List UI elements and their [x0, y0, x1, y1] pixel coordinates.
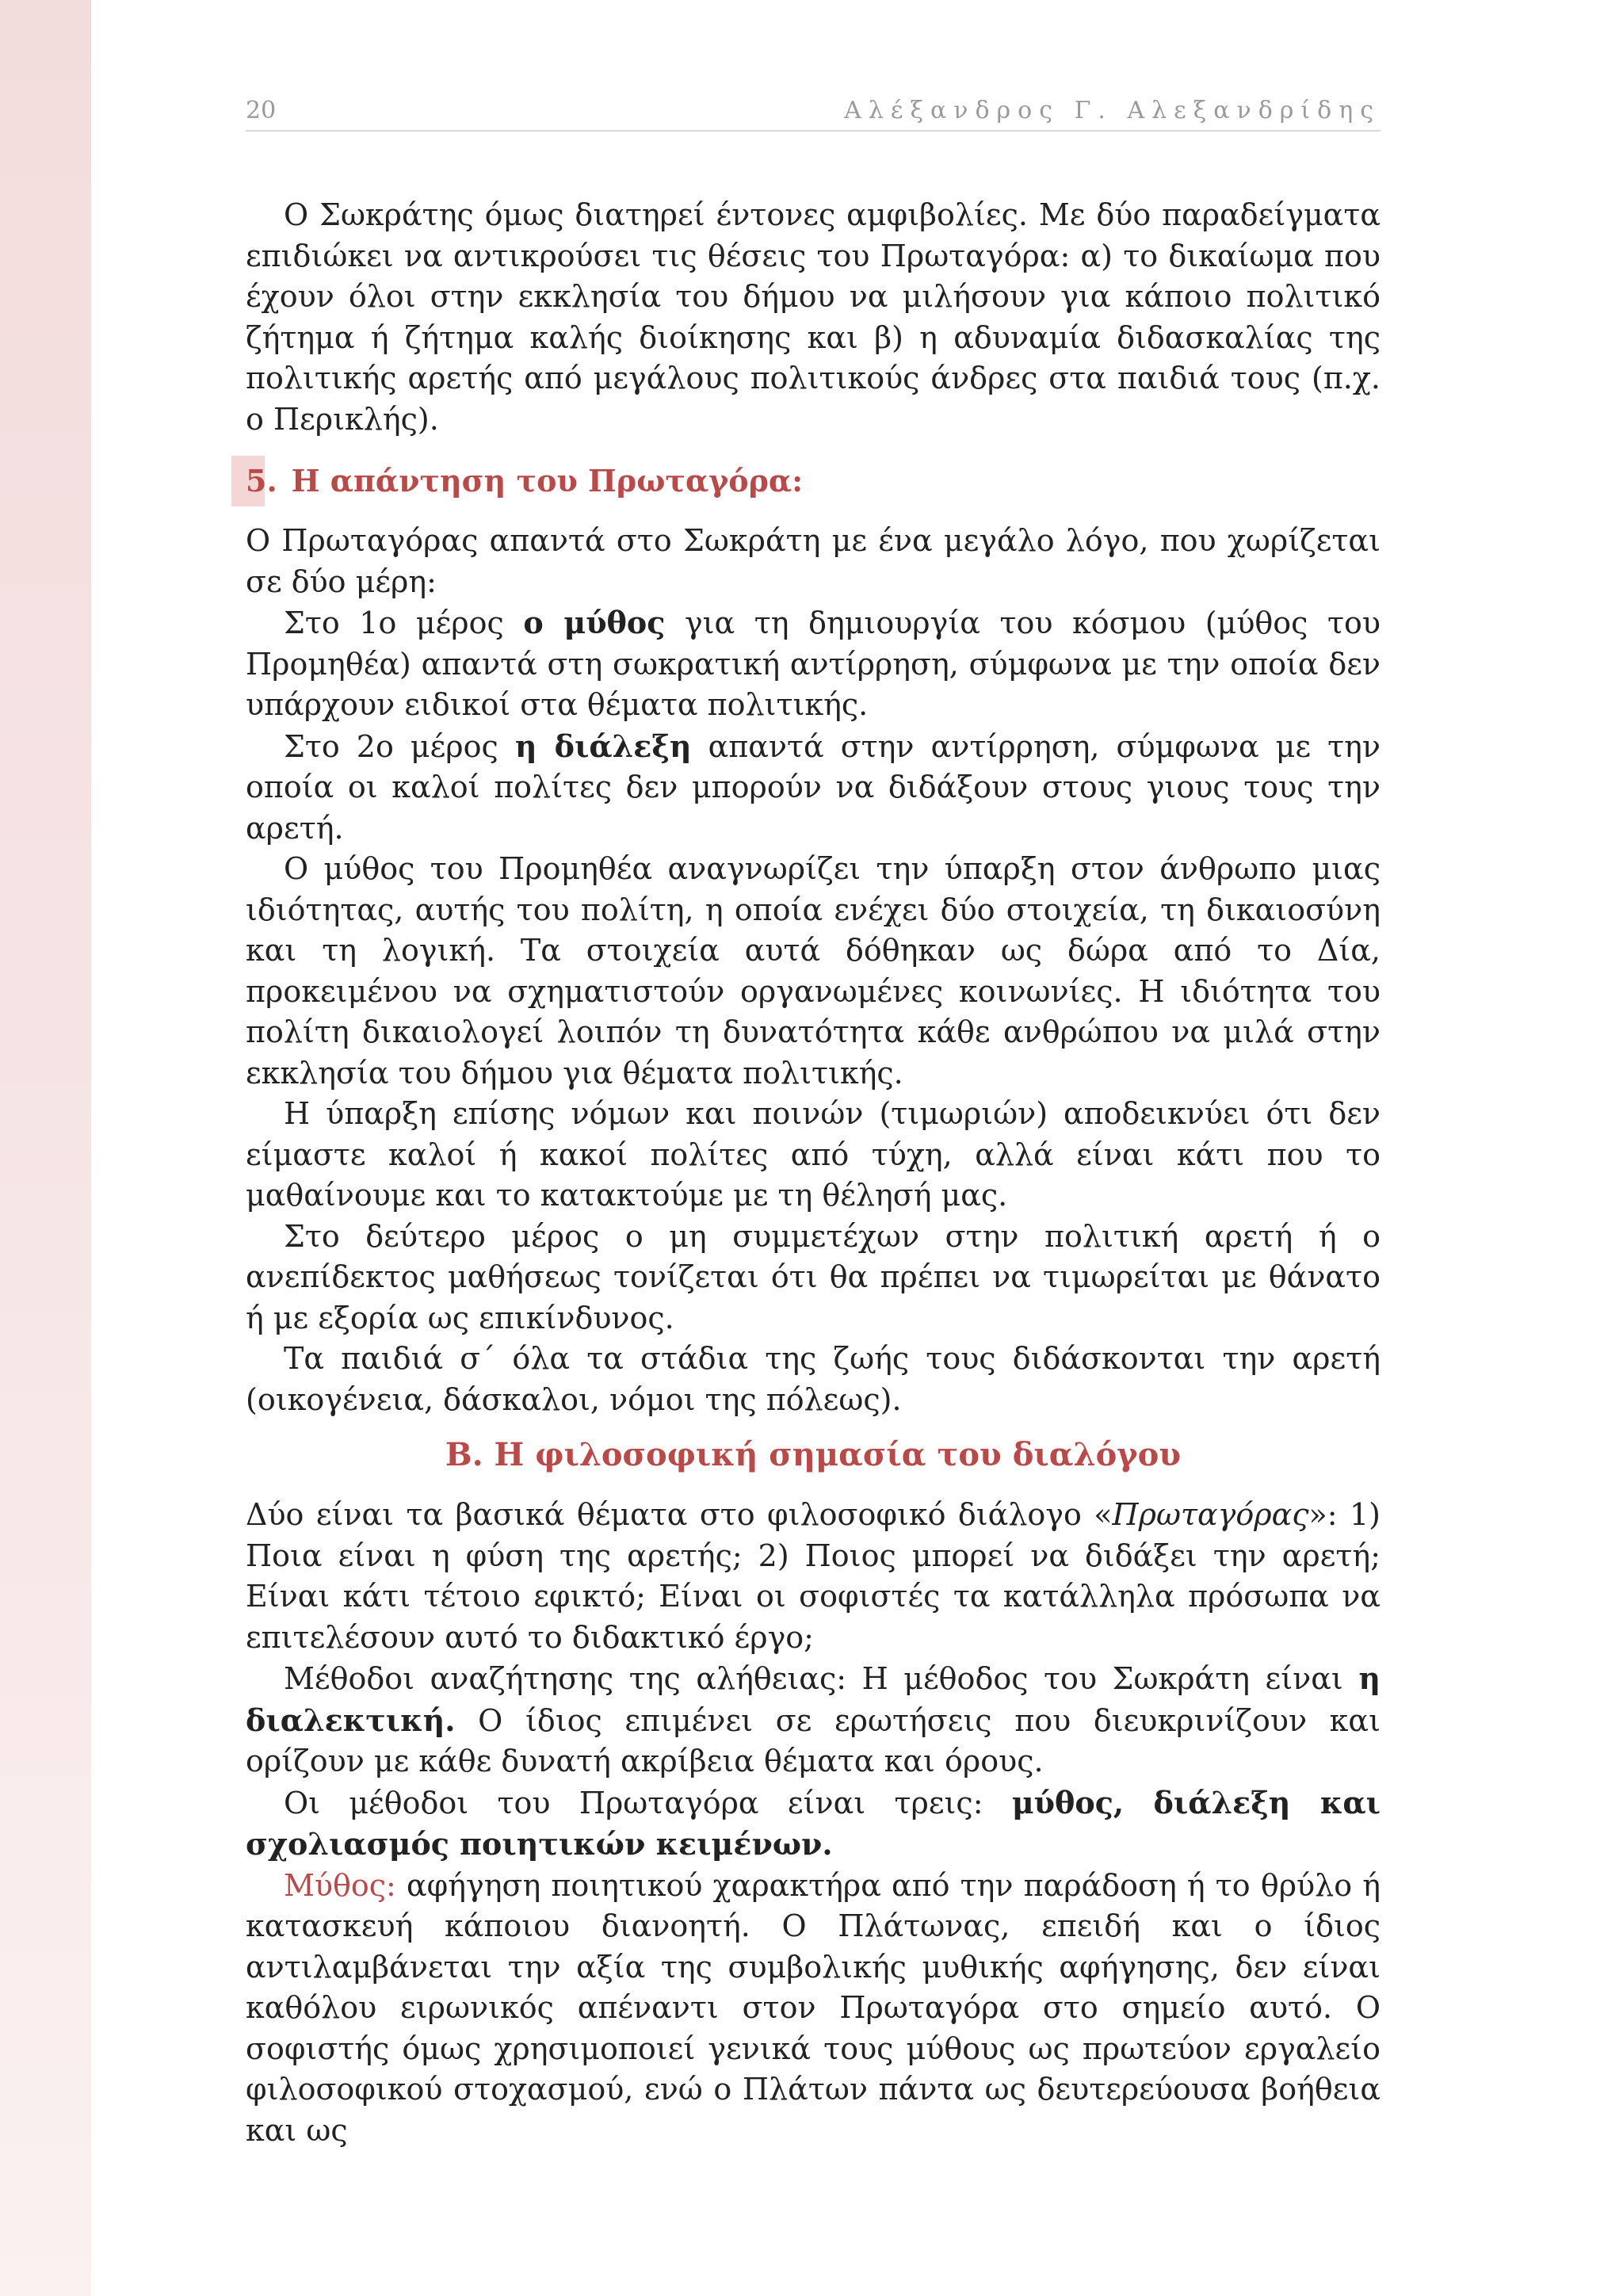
bold-term-dialectic: η διαλεκτική. — [246, 1660, 1381, 1738]
running-title: Αλέξανδρος Γ. Αλεξανδρίδης — [844, 97, 1381, 124]
keyword-label: Μύθος: — [284, 1867, 396, 1903]
section-b-paragraph-4 — [246, 1866, 1381, 2152]
section-number: 5. — [246, 463, 277, 499]
intro-paragraph: Ο Σωκράτης όμως διατηρεί έντονες αμφιβολίες. Με δύο παραδείγματα επιδιώκει να αντικρούσει τις θέσεις του Πρωταγόρα: α) το δικαίωμα που έχουν όλοι στην εκκλησία του δήμου να μιλήσουν για κάποιο πολιτικό ζήτημα ή ζήτημα καλής διοίκησης και β) η αδυναμία διδασκαλίας της πολιτικής αρετής από μεγάλους πολιτικούς άνδρες στα παιδιά τους (π.χ. ο Περικλής). — [246, 197, 1381, 437]
text-run: αφήγηση ποιητικού χαρακτήρα από την παράδοση ή το θρύλο ή κατασκευή κάποιου διανοητή. Ο Πλάτωνας, επειδή και ο ίδιος αντιλαμβάνεται την αξία της συμβολικής μυθικής αφήγησης, δεν είναι καθόλου ειρωνικός απέναντι στον Πρωταγόρα στο σημείο αυτό. Ο σοφιστής όμως χρησιμοποιεί γενικά τους μύθους ως πρωτεύον εργαλείο φιλοσοφικού στοχασμού, ενώ ο Πλάτων πάντα ως δευτερεύουσα βοήθεια και ως — [246, 1867, 1381, 2148]
decorative-side-band — [0, 0, 91, 2296]
section-b-paragraph-3 — [246, 1782, 1381, 1866]
bold-term-methods: μύθος, διάλεξη και σχολιασμός ποιητικών κειμένων. — [246, 1784, 1381, 1862]
section-title: Η απάντηση του Πρωταγόρα: — [291, 463, 804, 499]
running-header — [246, 95, 1381, 132]
body-text — [246, 195, 1381, 2151]
section-5-paragraph-5: Η ύπαρξη επίσης νόμων και ποινών (τιμωριών) αποδεικνύει ότι δεν είμαστε καλοί ή κακοί πολίτες από τύχη, αλλά είναι κάτι που το μαθαίνουμε και το κατακτούμε με τη θέλησή μας. — [246, 1096, 1381, 1213]
bold-term-dialexi: η διάλεξη — [514, 728, 692, 764]
text-run: Δύο είναι τα βασικά θέματα στο φιλοσοφικό διάλογο « — [246, 1497, 1113, 1532]
text-run: Στο 1ο μέρος — [284, 606, 524, 640]
text-run: »: 1) Ποια είναι η φύση της αρετής; 2) Ποιος μπορεί να διδάξει την αρετή; Είναι κάτι τέτοιο εφικτό; Είναι οι σοφιστές τα κατάλληλα πρόσωπα να επιτελέσουν αυτό το διδακτικό έργο; — [246, 1497, 1381, 1655]
section-5-paragraph-6: Στο δεύτερο μέρος ο μη συμμετέχων στην πολιτική αρετή ή ο ανεπίδεκτος μαθήσεως τονίζεται ότι θα πρέπει να τιμωρείται με θάνατο ή με εξορία ως επικίνδυνος. — [246, 1218, 1381, 1335]
section-5-paragraph-4: Ο μύθος του Προμηθέα αναγνωρίζει την ύπαρξη στον άνθρωπο μιας ιδιότητας, αυτής του πολίτη, η οποία ενέχει δύο στοιχεία, τη δικαιοσύνη και τη λογική. Τα στοιχεία αυτά δόθηκαν ως δώρα από το Δία, προκειμένου να σχηματιστούν οργανωμένες κοινωνίες. Η ιδιότητα του πολίτη δικαιολογεί λοιπόν τη δυνατότητα κάθε ανθρώπου να μιλά στην εκκλησία του δήμου για θέματα πολιτικής. — [246, 851, 1381, 1091]
text-run: απαντά στην αντίρρηση, σύμφωνα με την οποία οι καλοί πολίτες δεν μπορούν να διδάξουν στους γιους τους την αρετή. — [246, 728, 1381, 846]
section-5-heading — [246, 460, 1381, 502]
italic-title: Πρωταγόρας — [1112, 1497, 1309, 1532]
text-run: Ο ίδιος επιμένει σε ερωτήσεις που διευκρινίζουν και ορίζουν με κάθε δυνατή ακρίβεια θέματα και όρους. — [246, 1702, 1381, 1778]
text-run: Οι μέθοδοι του Πρωταγόρα είναι τρεις: — [284, 1785, 1012, 1820]
text-run: για τη δημιουργία του κόσμου (μύθος του Προμηθέα) απαντά στη σωκρατική αντίρρηση, σύμφωνα με την οποία δεν υπάρχουν ειδικοί στα θέματα πολιτικής. — [246, 606, 1381, 722]
section-5-paragraph-2 — [246, 602, 1381, 726]
bold-term-mythos: ο μύθος — [523, 605, 666, 640]
text-run: Στο 2ο μέρος — [284, 728, 515, 764]
text-run: Μέθοδοι αναζήτησης της αλήθειας: Η μέθοδος του Σωκράτη είναι — [284, 1661, 1359, 1696]
section-5-paragraph-1: Ο Πρωταγόρας απαντά στο Σωκράτη με ένα μεγάλο λόγο, που χωρίζεται σε δύο μέρη: — [246, 523, 1381, 599]
section-b-paragraph-2 — [246, 1658, 1381, 1782]
section-5-paragraph-3 — [246, 726, 1381, 850]
page-number: 20 — [246, 97, 277, 124]
section-5-paragraph-7: Τα παιδιά σ΄ όλα τα στάδια της ζωής τους διδάσκονται την αρετή (οικογένεια, δάσκαλοι, νόμοι της πόλεως). — [246, 1341, 1381, 1417]
section-b-heading: Β. Η φιλοσοφική σημασία του διαλόγου — [445, 1436, 1182, 1473]
section-b-paragraph-1 — [246, 1495, 1381, 1658]
